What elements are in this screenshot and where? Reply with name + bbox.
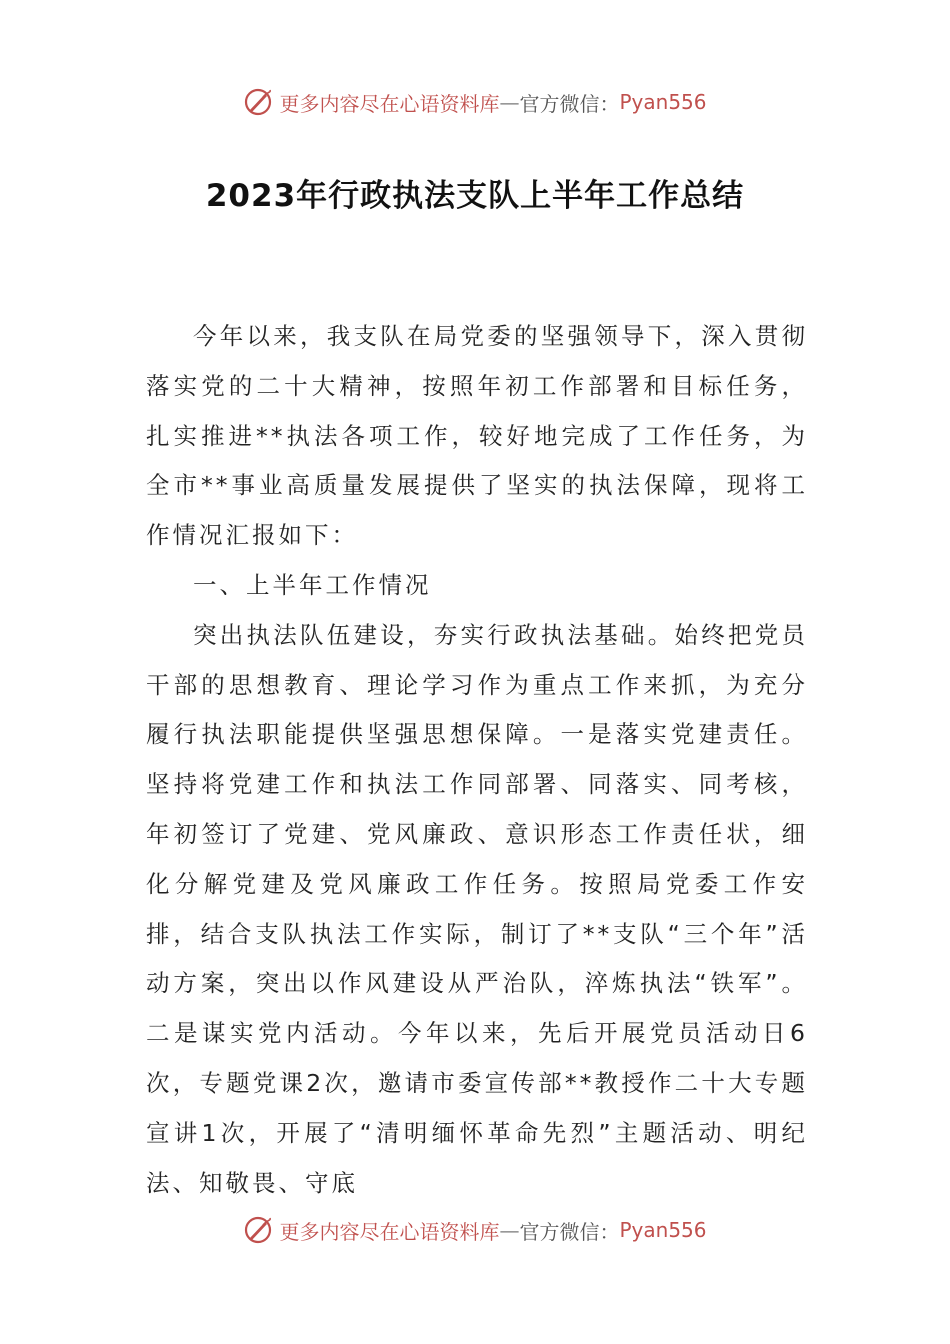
document-title: 2023年行政执法支队上半年工作总结: [205, 178, 745, 214]
watermark-wechat-label: 官方微信：: [519, 91, 620, 116]
paragraph-team-building: 突出执法队伍建设，夯实行政执法基础。始终把党员干部的思想教育、理论学习作为重点工作来抓，为充分履行执法职能提供坚强思想保障。一是落实党建责任。坚持将党建工作和执法工作同部署、同落实、同考核，年初签订了党建、党风廉政、意识形态工作责任状，细化分解党建及党风廉政工作任务。按照局党委工作安排，结合支队执法工作实际，制订了**支队“三个年”活动方案，突出以作风建设从严治队，淬炼执法“铁军”。二是谋实党内活动。今年以来，先后开展党员活动日6次，专题党课2次，邀请市委宣传部**教授作二十大专题宣讲1次，开展了“清明缅怀革命先烈”主题活动、明纪法、知敬畏、守底: [146, 620, 808, 1197]
watermark-wechat-id: Pyan556: [619, 1218, 707, 1242]
watermark-main-text: 更多内容尽在心语资料库: [279, 91, 500, 116]
watermark-dash: —: [499, 1218, 520, 1242]
watermark-main-text: 更多内容尽在心语资料库: [279, 1219, 500, 1244]
section-heading: 一、上半年工作情况: [193, 570, 432, 599]
quill-logo-icon: [243, 1215, 273, 1245]
quill-logo-icon: [243, 87, 273, 117]
watermark-wechat-id: Pyan556: [619, 90, 707, 114]
watermark-dash: —: [499, 90, 520, 114]
paragraph-intro: 今年以来，我支队在局党委的坚强领导下，深入贯彻落实党的二十大精神，按照年初工作部署和目标任务，扎实推进**执法各项工作，较好地完成了工作任务，为全市**事业高质量发展提供了坚实的执法保障，现将工作情况汇报如下：: [146, 322, 808, 550]
watermark-wechat-label: 官方微信：: [519, 1219, 620, 1244]
watermark-header: [0, 82, 950, 122]
document-body: [146, 312, 808, 1208]
watermark-footer: [0, 1210, 950, 1250]
